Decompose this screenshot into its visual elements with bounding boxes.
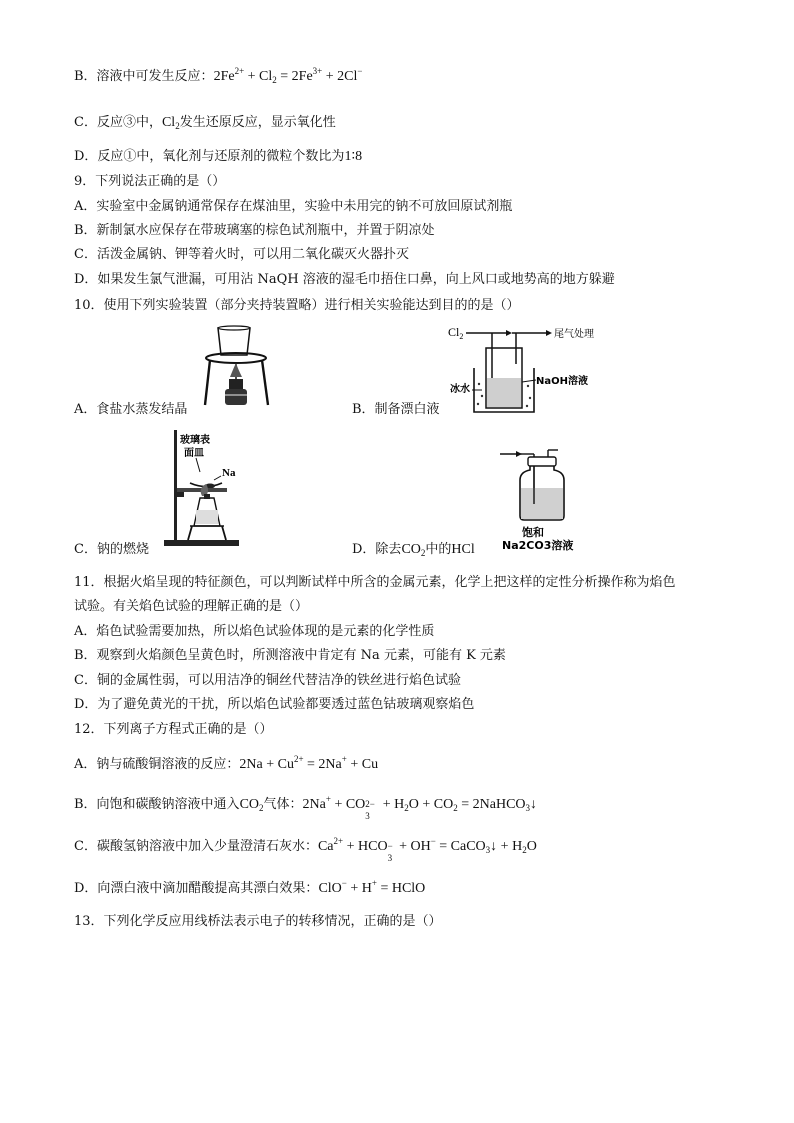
- q11-option-b: B．观察到火焰颜色呈黄色时，所测溶液中肯定有 Na 元素，可能有 K 元素: [74, 648, 506, 663]
- q11-option-d: D．为了避免黄光的干扰，所以焰色试验都要透过蓝色钴玻璃观察焰色: [74, 697, 475, 712]
- q9-option-c: C．活泼金属钠、钾等着火时，可以用二氧化碳灭火器扑灭: [74, 247, 409, 262]
- q12-b-chem: $CO_2$: [239, 797, 264, 813]
- q8-c-chem: $Cl_2$: [161, 115, 180, 131]
- q8-option-b: B．溶液中可发生反应：$2Fe^{2+} + Cl_2 = 2Fe^{3+} + 2Cl^-$: [74, 66, 363, 85]
- q8-option-d: D．反应①中，氧化剂与还原剂的微粒个数比为1∶8: [74, 149, 363, 164]
- q9-option-d: D．如果发生氯气泄漏，可用沾 NaQH 溶液的湿毛巾捂住口鼻，向上风口或地势高的地方躲避: [74, 272, 615, 287]
- q10-option-d: D．除去$CO_2$中的HCl: [352, 542, 475, 558]
- q10-stem: 10．使用下列实验装置（部分夹持装置略）进行相关实验能达到目的的是（）: [74, 298, 520, 313]
- co2-chem: $CO_2$: [401, 542, 426, 558]
- gas-washing-bottle-figure: [498, 442, 598, 552]
- q10-option-a: A．食盐水蒸发结晶: [74, 402, 188, 417]
- q9-option-a: A．实验室中金属钠通常保存在煤油里，实验中未用完的钠不可放回原试剂瓶: [74, 199, 513, 214]
- watch-glass-label-2: 面皿: [184, 448, 204, 459]
- q12-stem: 12．下列离子方程式正确的是（）: [74, 722, 273, 737]
- saturated-label: 饱和: [522, 526, 544, 539]
- q12-option-a: A．钠与硫酸铜溶液的反应：$2Na + Cu^{2+} = 2Na^+ + Cu$: [74, 754, 379, 772]
- q12-b-equation: 2Na+ + CO 2− 3 + $H_2O + CO_2$ = 2NaHCO$_3$↓: [302, 794, 538, 821]
- q8-b-equation: $2Fe^{2+} + Cl_2 = 2Fe^{3+} + 2Cl^-$: [213, 66, 363, 85]
- q12-a-equation: $2Na + Cu^{2+} = 2Na^+ + Cu$: [239, 754, 379, 772]
- na2co3-solution-label: Na2CO3溶液: [502, 539, 574, 552]
- q10-option-c: C．钠的燃烧: [74, 542, 149, 557]
- na-label: Na: [222, 467, 236, 479]
- q12-option-b: B．向饱和碳酸钠溶液中通入$CO_2$气体：2Na+ + CO 2− 3 + $H_2O + CO_2$ = 2NaHCO$_3$↓: [74, 794, 538, 821]
- naoh-solution-label: NaOH溶液: [536, 376, 588, 387]
- tail-gas-label: 尾气处理: [554, 329, 594, 340]
- ice-water-label: 冰水: [450, 384, 470, 395]
- q9-stem: 9．下列说法正确的是（）: [74, 174, 226, 189]
- q11-stem-line1: 11．根据火焰呈现的特征颜色，可以判断试样中所含的金属元素，化学上把这样的定性分析操作称为焰色: [74, 575, 676, 590]
- watch-glass-label-1: 玻璃表: [180, 435, 210, 446]
- q8-option-c: C．反应③中，$Cl_2$发生还原反应，显示氧化性: [74, 115, 336, 131]
- sodium-combustion-figure: [162, 430, 257, 548]
- q12-option-d: D．向漂白液中滴加醋酸提高其漂白效果：ClO− + H+ = HClO: [74, 878, 426, 896]
- bleach-preparation-figure: [448, 324, 593, 419]
- q12-option-c: C．碳酸氢钠溶液中加入少量澄清石灰水：$Ca^{2+}$ + HCO − 3 + OH− = CaCO$_3$↓ + $H_2O$: [74, 836, 537, 863]
- q10-option-b: B．制备漂白液: [352, 402, 440, 417]
- q9-option-b: B．新制氯水应保存在带玻璃塞的棕色试剂瓶中，并置于阴凉处: [74, 223, 435, 238]
- q11-stem-line2: 试验。有关焰色试验的理解正确的是（）: [74, 599, 309, 614]
- q11-option-c: C．铜的金属性弱，可以用洁净的铜丝代替洁净的铁丝进行焰色试验: [74, 673, 461, 688]
- q13-stem: 13．下列化学反应用线桥法表示电子的转移情况，正确的是（）: [74, 914, 442, 929]
- q11-option-a: A．焰色试验需要加热，所以焰色试验体现的是元素的化学性质: [74, 624, 435, 639]
- q12-c-equation: $Ca^{2+}$ + HCO − 3 + OH− = CaCO$_3$↓ + $H_2O$: [317, 836, 537, 863]
- evaporation-apparatus-figure: [200, 325, 275, 413]
- cl2-label: $Cl_2$: [448, 325, 464, 341]
- q12-d-equation: ClO− + H+ = HClO: [318, 878, 426, 896]
